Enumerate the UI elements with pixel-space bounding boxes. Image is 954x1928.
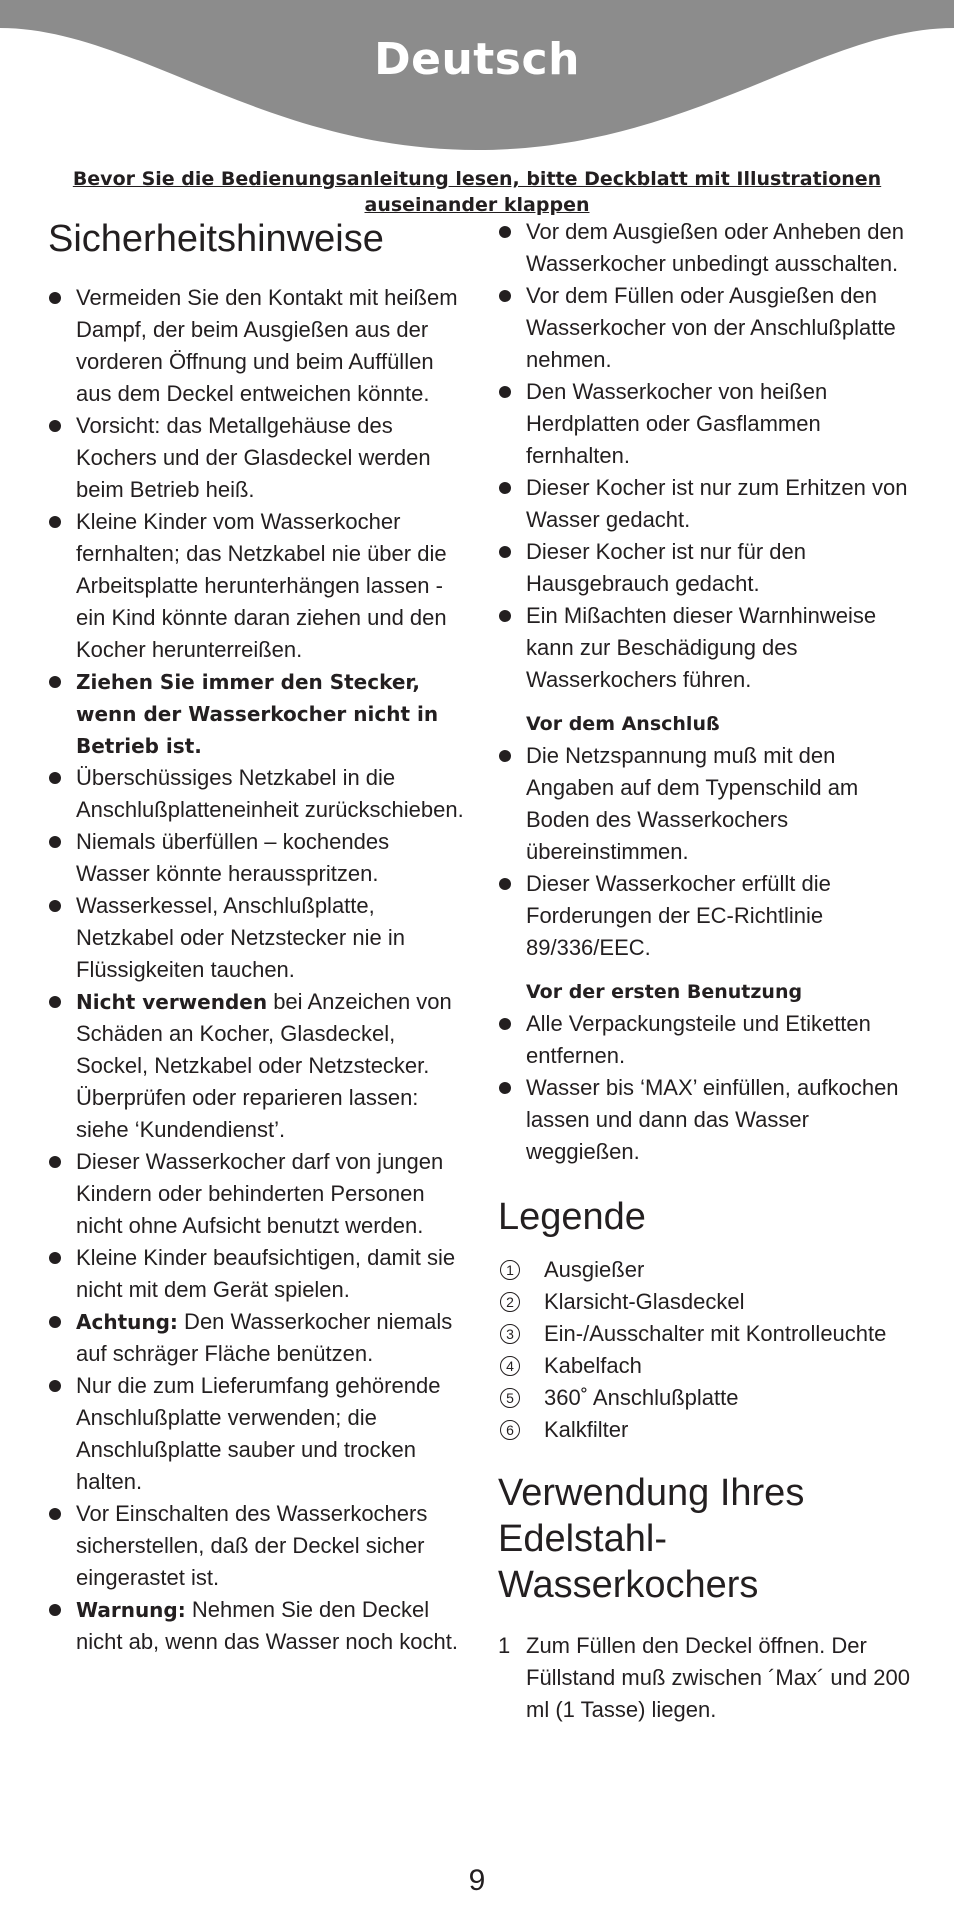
list-item [498,472,918,536]
item-text: Kleine Kinder beaufsichtigen, damit sie nicht mit dem Gerät spielen. [76,1245,456,1302]
list-item [48,410,468,506]
item-text: Dieser Kocher ist nur zum Erhitzen von Wasser gedacht. [526,475,908,532]
legend-item [498,1414,918,1446]
legend-number-badge: 4 [500,1356,520,1376]
list-item [498,600,918,696]
bullet-icon [499,290,511,302]
language-title: Deutsch [374,34,580,85]
legend-heading: Legende [498,1196,646,1238]
bullet-icon [49,292,61,304]
connection-list [498,740,918,964]
bullet-icon [49,1156,61,1168]
list-item [498,868,918,964]
bullet-icon [49,772,61,784]
bullet-icon [49,676,61,688]
right-column [498,216,918,1726]
legend-item [498,1286,918,1318]
item-text: Nehmen Sie den Deckel nicht ab, wenn das Wasser noch kocht. [76,1597,458,1654]
bullet-icon [499,226,511,238]
list-item [48,762,468,826]
bold-lead: Warnung: [76,1598,186,1622]
bullet-icon [49,996,61,1008]
bullet-icon [499,1082,511,1094]
legend-number-badge: 2 [500,1292,520,1312]
list-item [498,1072,918,1168]
item-text: Wasser bis ‘MAX’ einfüllen, aufkochen lassen und dann das Wasser weggießen. [526,1075,899,1164]
item-text: bei Anzeichen von Schäden an Kocher, Glasdeckel, Sockel, Netzkabel oder Netzstecker. Überprüfen oder reparieren lassen: siehe ‘Kundendienst’. [76,989,452,1142]
bullet-icon [499,750,511,762]
bullet-icon [49,900,61,912]
legend-item [498,1350,918,1382]
step-number: 1 [498,1633,511,1658]
item-text: Vor Einschalten des Wasserkochers sicherstellen, daß der Deckel sicher eingerastet ist. [76,1501,428,1590]
list-item [48,282,468,410]
item-text: Vor dem Ausgießen oder Anheben den Wasserkocher unbedingt ausschalten. [526,219,904,276]
bullet-icon [49,1508,61,1520]
legend-number-badge: 3 [500,1324,520,1344]
usage-heading: Verwendung Ihres Edelstahl-Wasserkochers [498,1472,805,1606]
safety-list [48,282,468,1658]
legend-item [498,1382,918,1414]
legend-number-badge: 5 [500,1388,520,1408]
list-item [48,1594,468,1658]
bullet-icon [499,878,511,890]
list-item [48,986,468,1146]
list-item [48,1306,468,1370]
bullet-icon [499,482,511,494]
item-text: Alle Verpackungsteile und Etiketten entfernen. [526,1011,871,1068]
list-item [498,740,918,868]
bullet-icon [499,610,511,622]
legend-list [498,1254,918,1446]
bullet-icon [499,1018,511,1030]
connection-heading: Vor dem Anschluß [526,713,720,735]
item-text: Nur die zum Lieferumfang gehörende Anschlußplatte verwenden; die Anschlußplatte sauber und trocken halten. [76,1373,441,1494]
bullet-icon [49,836,61,848]
list-item [48,1146,468,1242]
legend-label: Ausgießer [544,1257,645,1282]
legend-label: Klarsicht-Glasdeckel [544,1289,745,1314]
item-text: Den Wasserkocher niemals auf schräger Fläche benützen. [76,1309,453,1366]
item-text: Vorsicht: das Metallgehäuse des Kochers und der Glasdeckel werden beim Betrieb heiß. [76,413,431,502]
legend-item [498,1318,918,1350]
list-item [498,536,918,600]
bold-lead: Achtung: [76,1310,178,1334]
legend-label: Kalkfilter [544,1417,629,1442]
bullet-icon [49,1604,61,1616]
item-text: Niemals überfüllen – kochendes Wasser könnte herausspritzen. [76,829,390,886]
usage-steps [498,1630,918,1726]
list-item [48,890,468,986]
bullet-icon [499,546,511,558]
list-item [498,1008,918,1072]
list-item [498,376,918,472]
safety-heading: Sicherheitshinweise [48,218,384,260]
legend-number-badge: 6 [500,1420,520,1440]
step-text: Zum Füllen den Deckel öffnen. Der Füllstand muß zwischen ´Max´ und 200 ml (1 Tasse) liegen. [526,1633,910,1722]
first-use-heading: Vor der ersten Benutzung [526,981,803,1003]
safety-list-continued [498,216,918,696]
item-text: Die Netzspannung muß mit den Angaben auf dem Typenschild am Boden des Wasserkochers übereinstimmen. [526,743,859,864]
bullet-icon [49,1252,61,1264]
item-text: Ein Mißachten dieser Warnhinweise kann zur Beschädigung des Wasserkochers führen. [526,603,877,692]
bullet-icon [49,1380,61,1392]
legend-label: Ein-/Ausschalter mit Kontrolleuchte [544,1321,887,1346]
item-text: Vor dem Füllen oder Ausgießen den Wasserkocher von der Anschlußplatte nehmen. [526,283,896,372]
list-item [48,1370,468,1498]
page-number: 9 [468,1864,486,1897]
bullet-icon [49,420,61,432]
list-item [48,826,468,890]
item-text: Überschüssiges Netzkabel in die Anschlußplatteneinheit zurückschieben. [76,765,464,822]
item-text: Dieser Kocher ist nur für den Hausgebrauch gedacht. [526,539,807,596]
item-text: Vermeiden Sie den Kontakt mit heißem Dampf, der beim Ausgießen aus der vorderen Öffnung und beim Auffüllen aus dem Deckel entweichen könnte. [76,285,458,406]
legend-number-badge: 1 [500,1260,520,1280]
bullet-icon [49,1316,61,1328]
list-item [498,216,918,280]
list-item [498,280,918,376]
legend-item [498,1254,918,1286]
item-text: Dieser Wasserkocher darf von jungen Kindern oder behinderten Personen nicht ohne Aufsicht benutzt werden. [76,1149,444,1238]
bullet-icon [49,516,61,528]
bold-lead: Ziehen Sie immer den Stecker, wenn der Wasserkocher nicht in Betrieb ist. [76,670,439,758]
item-text: Dieser Wasserkocher erfüllt die Forderungen der EC-Richtlinie 89/336/EEC. [526,871,831,960]
legend-label: Kabelfach [544,1353,642,1378]
first-use-list [498,1008,918,1168]
left-column [48,216,468,1658]
fold-out-notice: Bevor Sie die Bedienungsanleitung lesen, bitte Deckblatt mit Illustrationen auseinander klappen [72,168,882,216]
bold-lead: Nicht verwenden [76,990,268,1014]
bullet-icon [499,386,511,398]
item-text: Den Wasserkocher von heißen Herdplatten oder Gasflammen fernhalten. [526,379,828,468]
list-item [48,666,468,762]
legend-label: 360˚ Anschlußplatte [544,1385,739,1410]
usage-step [498,1630,918,1726]
item-text: Kleine Kinder vom Wasserkocher fernhalten; das Netzkabel nie über die Arbeitsplatte herunterhängen lassen - ein Kind könnte daran ziehen und den Kocher herunterreißen. [76,509,447,662]
list-item [48,1242,468,1306]
item-text: Wasserkessel, Anschlußplatte, Netzkabel oder Netzstecker nie in Flüssigkeiten tauchen. [76,893,405,982]
list-item [48,1498,468,1594]
list-item [48,506,468,666]
